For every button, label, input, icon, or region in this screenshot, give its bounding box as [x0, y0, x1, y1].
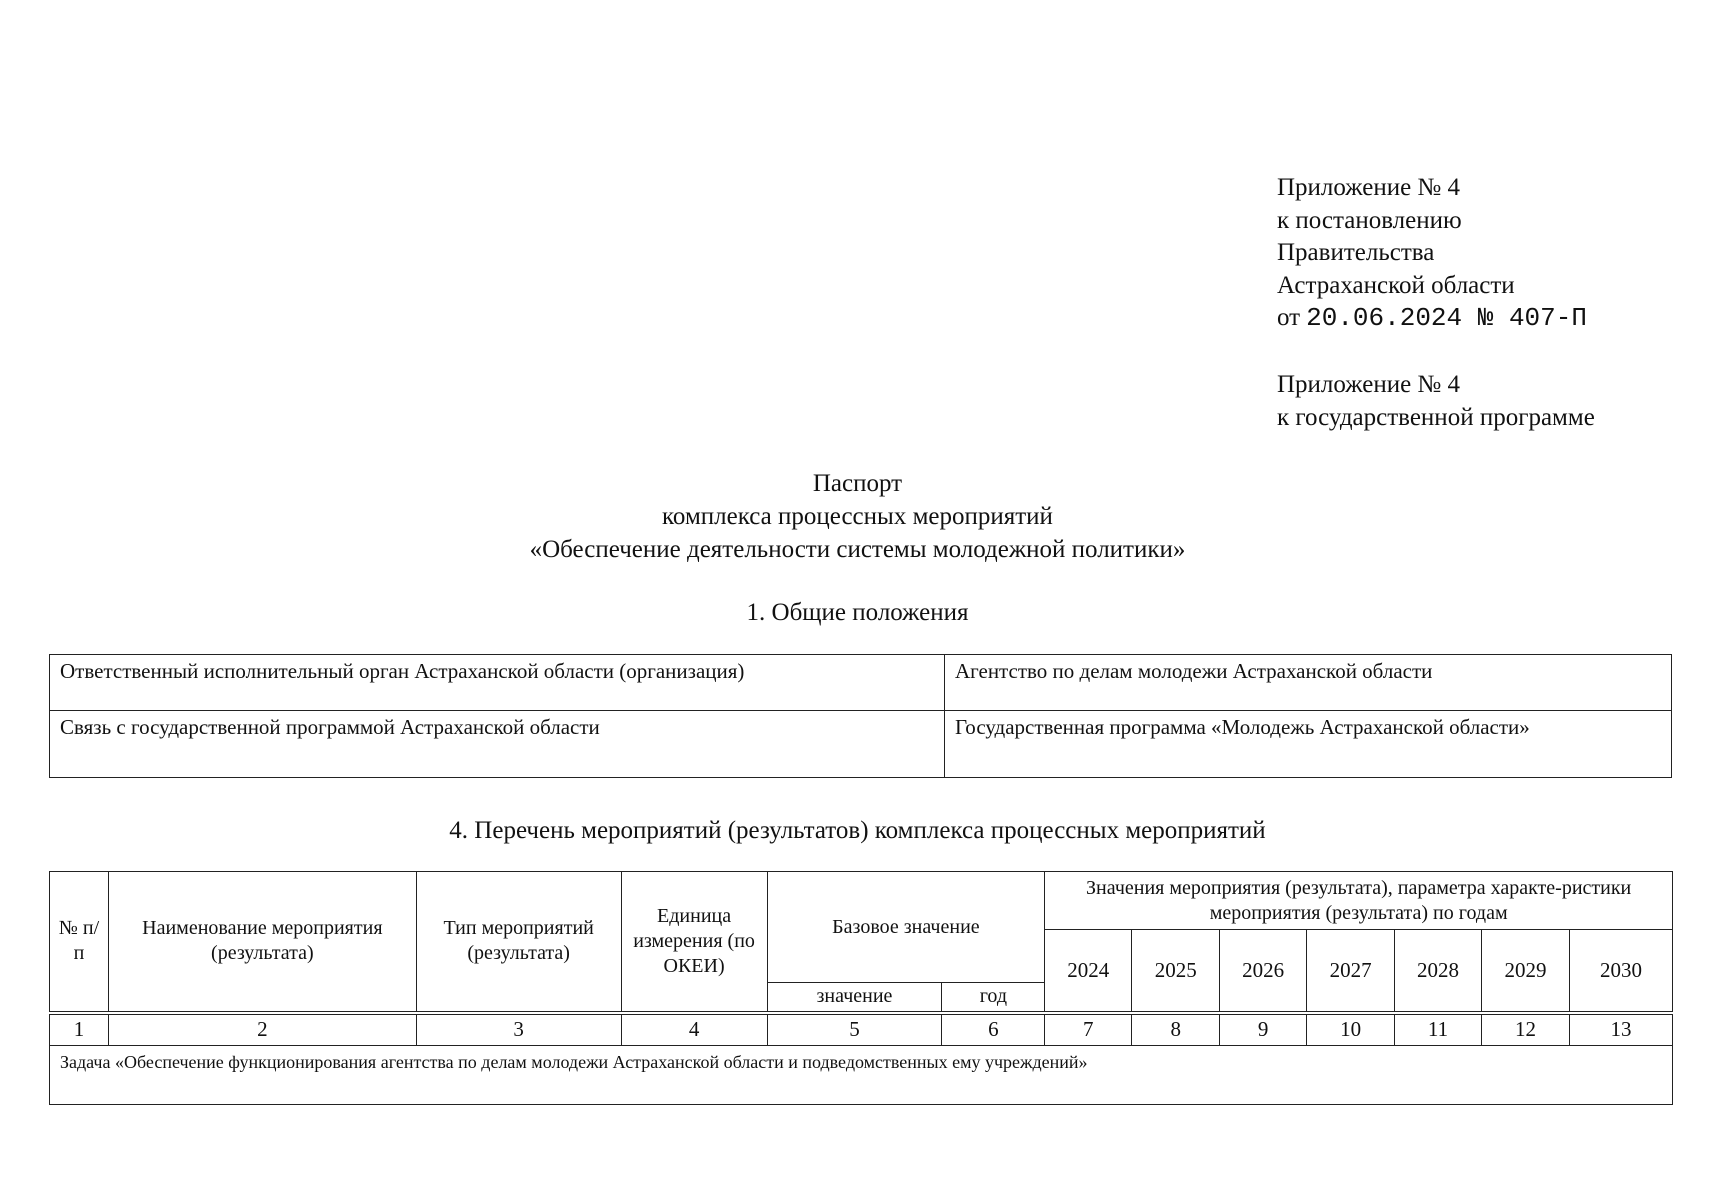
column-number: 5 [767, 1013, 942, 1046]
appendix-date-line [1277, 302, 1587, 335]
title-line: Паспорт [812, 470, 903, 497]
column-number-row [50, 1013, 1673, 1046]
general-provisions-table [49, 654, 1672, 778]
section-4-heading: 4. Перечень мероприятий (результатов) комплекса процессных мероприятий [449, 817, 1266, 844]
column-number: 11 [1395, 1013, 1482, 1046]
appendix-line: к государственной программе [1277, 404, 1595, 431]
table-row [50, 655, 1672, 711]
appendix-line: Астраханской области [1277, 271, 1515, 299]
column-number: 8 [1132, 1013, 1220, 1046]
row-label: Связь с государственной программой Астраханской области [50, 711, 945, 778]
header-year: 2030 [1569, 930, 1672, 1013]
appendix-line: к постановлению [1277, 206, 1462, 234]
header-year: 2029 [1482, 930, 1570, 1013]
appendix-line: Правительства [1277, 239, 1435, 266]
task-row [50, 1045, 1673, 1104]
header-row [50, 872, 1673, 930]
section-1-heading: 1. Общие положения [746, 599, 969, 626]
header-year: 2028 [1395, 930, 1482, 1013]
task-text: Задача «Обеспечение функционирования агентства по делам молодежи Астраханской области и подведомственных ему учреждений» [50, 1045, 1673, 1104]
resolution-date-number: 20.06.2024 № 407-П [1306, 303, 1587, 333]
row-value: Государственная программа «Молодежь Астраханской области» [945, 711, 1672, 778]
header-year: 2026 [1220, 930, 1307, 1013]
header-base: Базовое значение [767, 872, 1045, 983]
header-year: 2025 [1132, 930, 1220, 1013]
measures-table [49, 871, 1673, 1105]
column-number: 13 [1569, 1013, 1672, 1046]
header-year: 2027 [1307, 930, 1395, 1013]
row-value: Агентство по делам молодежи Астраханской области [945, 655, 1672, 711]
header-years-group: Значения мероприятия (результата), параметра характе-ристики мероприятия (результата) по годам [1045, 872, 1673, 930]
date-prefix: от [1277, 304, 1301, 331]
header-num: № п/п [50, 872, 109, 1013]
header-unit: Единица измерения (по ОКЕИ) [621, 872, 767, 1013]
column-number: 6 [942, 1013, 1045, 1046]
appendix-line: Приложение № 4 [1277, 174, 1461, 201]
document-title [0, 467, 1715, 566]
column-number: 7 [1045, 1013, 1132, 1046]
column-number: 3 [416, 1013, 621, 1046]
column-number: 9 [1220, 1013, 1307, 1046]
column-number: 1 [50, 1013, 109, 1046]
header-name: Наименование мероприятия (результата) [108, 872, 416, 1013]
column-number: 10 [1307, 1013, 1395, 1046]
appendix-program-block [1277, 368, 1595, 434]
appendix-block [1277, 172, 1587, 335]
header-base-value: значение [767, 983, 942, 1013]
column-number: 4 [621, 1013, 767, 1046]
column-number: 12 [1482, 1013, 1570, 1046]
header-type: Тип мероприятий (результата) [416, 872, 621, 1013]
appendix-line: Приложение № 4 [1277, 371, 1461, 398]
table-row [50, 711, 1672, 778]
column-number: 2 [108, 1013, 416, 1046]
title-line: «Обеспечение деятельности системы молодежной политики» [529, 536, 1186, 563]
row-label: Ответственный исполнительный орган Астраханской области (организация) [50, 655, 945, 711]
header-base-year: год [942, 983, 1045, 1013]
header-year: 2024 [1045, 930, 1132, 1013]
title-line: комплекса процессных мероприятий [662, 503, 1053, 530]
